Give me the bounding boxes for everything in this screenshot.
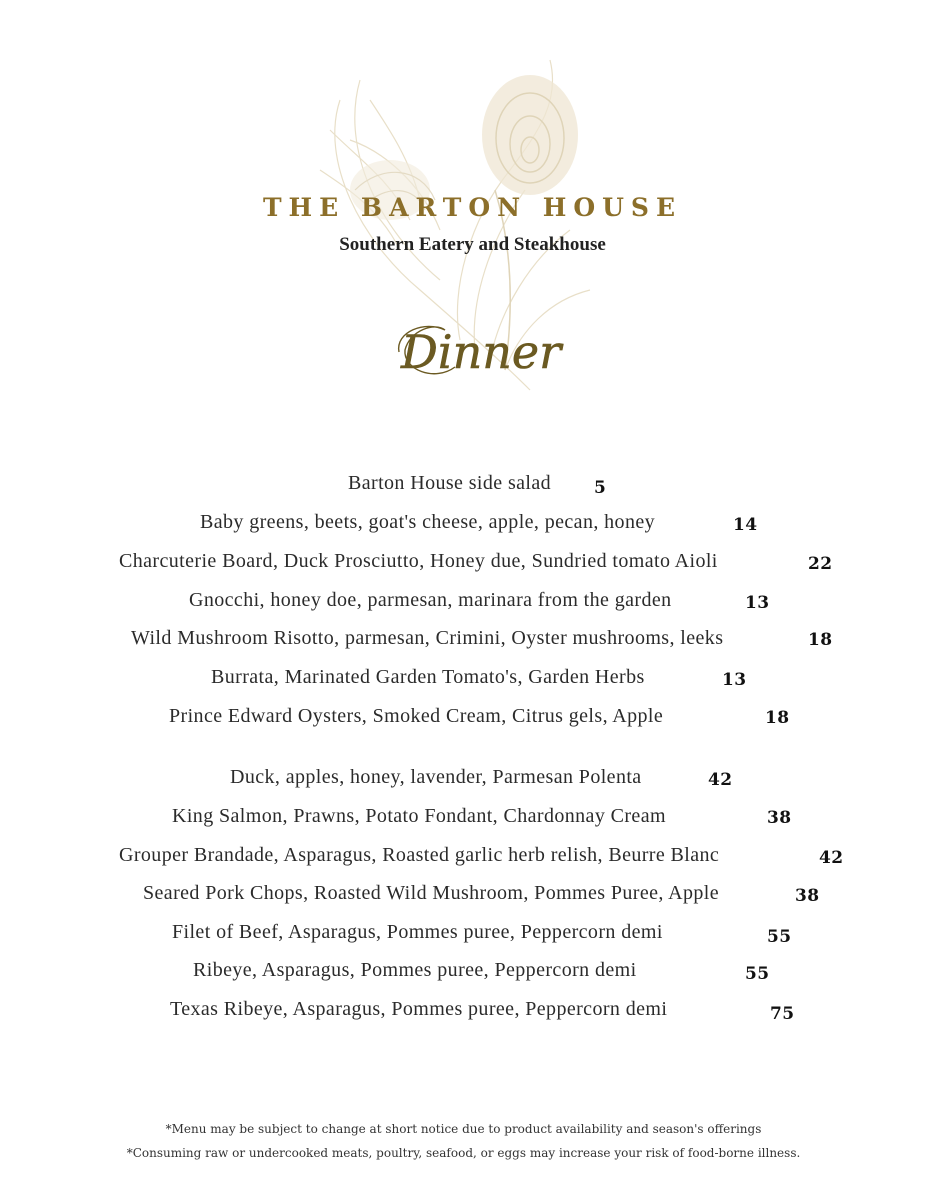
menu-item-name: Ribeye, Asparagus, Pommes puree, Peppercorn demi [193, 959, 637, 981]
menu-item-name: Grouper Brandade, Asparagus, Roasted garlic herb relish, Beurre Blanc [119, 844, 720, 866]
food-safety-note: *Consuming raw or undercooked meats, poultry, seafood, or eggs may increase your risk of food-borne illness. [126, 1146, 801, 1160]
menu-item-price: 42 [819, 848, 844, 868]
menu-item-name: Prince Edward Oysters, Smoked Cream, Citrus gels, Apple [169, 705, 664, 727]
dinner-script-text: Dinner [401, 325, 562, 379]
menu-item-name: Filet of Beef, Asparagus, Pommes puree, Peppercorn demi [172, 921, 663, 943]
menu-item-name: King Salmon, Prawns, Potato Fondant, Chardonnay Cream [172, 805, 666, 827]
menu-item-name: Gnocchi, honey doe, parmesan, marinara from the garden [189, 589, 672, 611]
menu-item-price: 75 [770, 1004, 795, 1024]
menu-item-price: 38 [795, 886, 820, 906]
menu-item-price: 18 [765, 708, 790, 728]
menu-item-name: Wild Mushroom Risotto, parmesan, Crimini, Oyster mushrooms, leeks [131, 627, 724, 649]
menu-item-price: 13 [722, 670, 747, 690]
restaurant-subtitle: Southern Eatery and Steakhouse [339, 234, 606, 255]
menu-item-name: Barton House side salad [348, 472, 552, 494]
menu-item-price: 14 [733, 515, 758, 535]
menu-item-price: 22 [808, 554, 833, 574]
menu-item-price: 55 [745, 964, 770, 984]
menu-item-price: 18 [808, 630, 833, 650]
menu-item-name: Burrata, Marinated Garden Tomato's, Garden Herbs [211, 666, 645, 688]
menu-item-price: 5 [594, 478, 607, 498]
menu-item-price: 13 [745, 593, 770, 613]
dinner-script-heading [395, 312, 565, 388]
menu-item-name: Duck, apples, honey, lavender, Parmesan Polenta [230, 766, 642, 788]
menu-item-name: Baby greens, beets, goat's cheese, apple, pecan, honey [200, 511, 656, 533]
menu-item-name: Charcuterie Board, Duck Prosciutto, Honey due, Sundried tomato Aioli [119, 550, 718, 572]
menu-item-name: Seared Pork Chops, Roasted Wild Mushroom, Pommes Puree, Apple [143, 882, 719, 904]
restaurant-title: THE BARTON HOUSE [262, 193, 683, 222]
availability-note: *Menu may be subject to change at short notice due to product availability and season's offerings [165, 1122, 762, 1136]
menu-item-name: Texas Ribeye, Asparagus, Pommes puree, Peppercorn demi [170, 998, 668, 1020]
menu-item-price: 38 [767, 808, 792, 828]
menu-item-price: 42 [708, 770, 733, 790]
menu-item-price: 55 [767, 927, 792, 947]
